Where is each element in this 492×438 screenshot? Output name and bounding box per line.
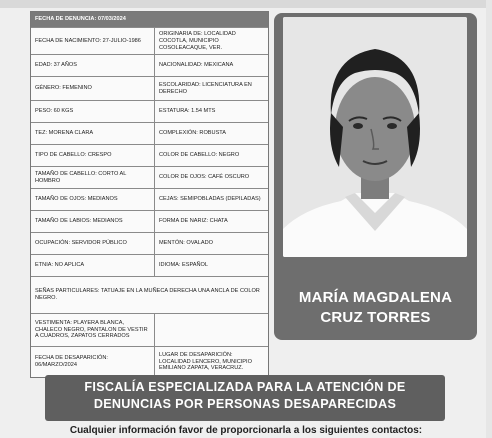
table-row	[31, 189, 268, 211]
distinguishing-marks: SEÑAS PARTICULARES: TATUAJE EN LA MUÑECA DERECHA UNA ANCLA DE COLOR NEGRO.	[35, 288, 260, 301]
lip-size: TAMAÑO DE LABIOS: MEDIANOS	[31, 211, 155, 232]
eye-color: COLOR DE OJOS: CAFÉ OSCURO	[159, 174, 250, 180]
height: ESTATURA: 1.54 MTS	[159, 108, 216, 114]
skin-tone: TEZ: MORENA CLARA	[31, 123, 155, 144]
person-photo	[283, 17, 467, 257]
agency-line2: DENUNCIAS POR PERSONAS DESAPARECIDAS	[93, 397, 397, 411]
table-row	[31, 233, 268, 255]
origin: ORIGINARIA DE: LOCALIDAD COCOTLA, MUNICIPIO COSOLEACAQUE, VER.	[159, 30, 236, 51]
table-row	[31, 77, 268, 101]
nationality: NACIONALIDAD: MEXICANA	[159, 62, 234, 68]
contact-prompt: Cualquier información favor de proporcionarla a los siguientes contactos:	[69, 425, 423, 436]
clothing: VESTIMENTA: PLAYERA BLANCA, CHALECO NEGRO, PANTALON DE VESTIR A CUADROS, ZAPATOS CERRADOS	[31, 314, 155, 346]
agency-banner-text	[45, 379, 445, 413]
table-row	[31, 55, 268, 77]
eye-size: TAMAÑO DE OJOS: MEDIANOS	[31, 189, 155, 210]
ethnicity: ETNIA: NO APLICA	[31, 255, 155, 276]
report-date: FECHA DE DENUNCIA: 07/03/2024	[35, 16, 126, 22]
chin: MENTÓN: OVALADO	[159, 240, 213, 246]
table-row	[31, 314, 268, 347]
weight: PESO: 60 KGS	[31, 101, 155, 122]
table-row	[31, 347, 268, 377]
occupation: OCUPACIÓN: SERVIDOR PÚBLICO	[31, 233, 155, 254]
right-edge	[486, 0, 492, 438]
agency-line1: FISCALÍA ESPECIALIZADA PARA LA ATENCIÓN DE	[84, 380, 406, 394]
info-table	[30, 11, 269, 378]
person-name-line2: CRUZ TORRES	[320, 309, 431, 326]
table-row	[31, 101, 268, 123]
table-row	[31, 123, 268, 145]
table-row	[31, 145, 268, 167]
language: IDIOMA: ESPAÑOL	[159, 262, 209, 268]
hair-type: TIPO DE CABELLO: CRESPO	[31, 145, 155, 166]
table-header-row	[31, 12, 268, 28]
top-strip	[0, 0, 492, 8]
build: COMPLEXIÓN: ROBUSTA	[159, 130, 227, 136]
disappearance-place: LUGAR DE DESAPARICIÓN: LOCALIDAD LENCERO, MUNICIPIO EMILIANO ZAPATA, VERACRUZ.	[159, 351, 252, 372]
nose-shape: FORMA DE NARIZ: CHATA	[159, 218, 228, 224]
person-portrait-icon	[283, 17, 467, 257]
hair-length: TAMAÑO DE CABELLO: CORTO AL HOMBRO	[31, 167, 155, 188]
eyebrows: CEJAS: SEMIPOBLADAS (DEPILADAS)	[159, 196, 261, 202]
birth-date: FECHA DE NACIMIENTO: 27-JULIO-1986	[31, 28, 155, 54]
gender: GÉNERO: FEMENINO	[31, 77, 155, 100]
table-row	[31, 277, 268, 314]
table-row	[31, 28, 268, 55]
age: EDAD: 37 AÑOS	[31, 55, 155, 76]
hair-color: COLOR DE CABELLO: NEGRO	[159, 152, 240, 158]
education: ESCOLARIDAD: LICENCIATURA EN DERECHO	[159, 81, 252, 95]
person-name	[274, 288, 477, 328]
table-row	[31, 255, 268, 277]
table-row	[31, 211, 268, 233]
table-row	[31, 167, 268, 189]
disappearance-date: FECHA DE DESAPARICIÓN: 06/MARZO/2024	[31, 347, 155, 377]
clothing-extra	[155, 314, 268, 346]
person-name-line1: MARÍA MAGDALENA	[298, 289, 453, 306]
